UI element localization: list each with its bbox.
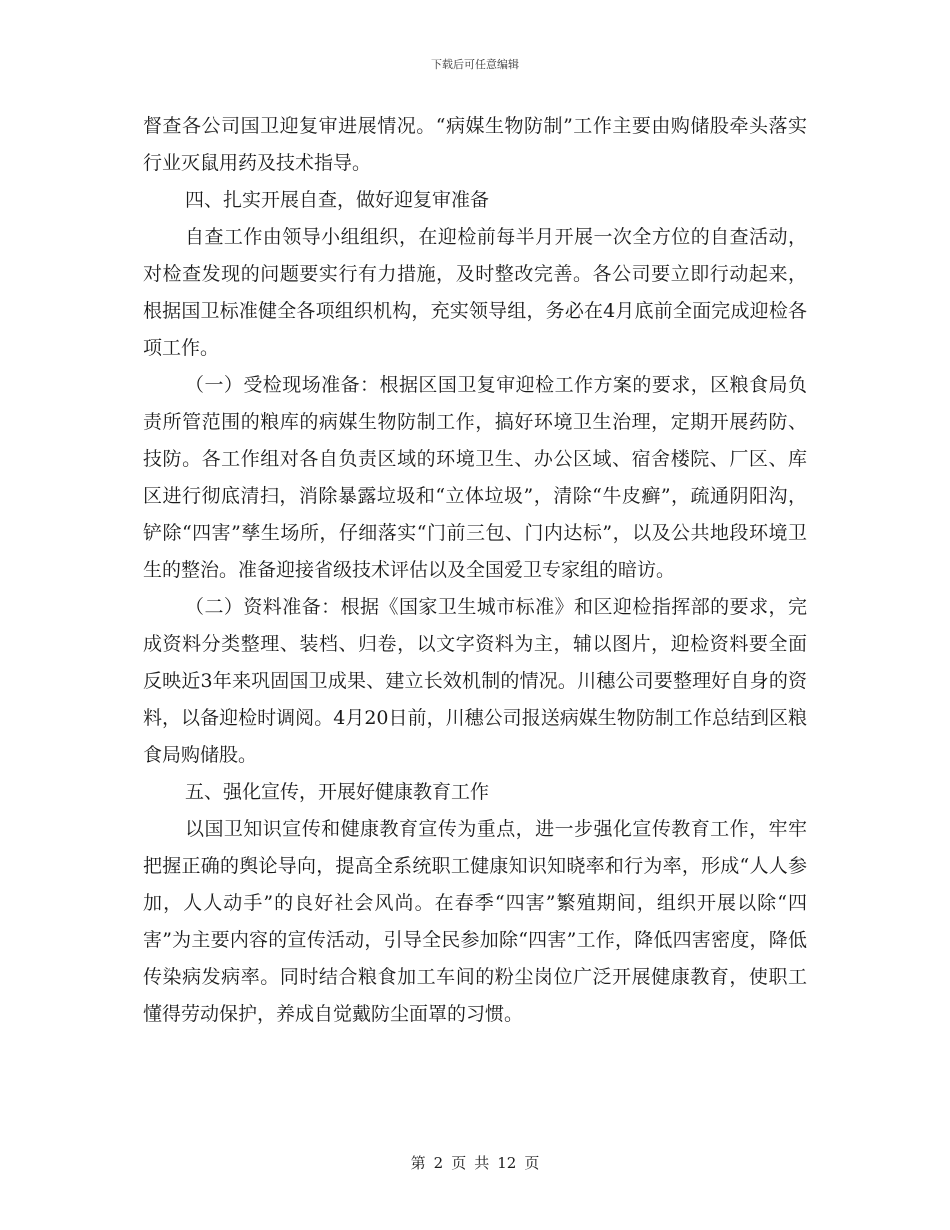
footer-total-word: 共 bbox=[474, 1154, 490, 1172]
section-heading-5: 五、强化宣传，开展好健康教育工作 bbox=[185, 781, 490, 803]
footer-page-word: 页 bbox=[451, 1154, 467, 1172]
footer-total-pages: 12 bbox=[497, 1154, 517, 1172]
page-header-note: 下载后可任意编辑 bbox=[431, 58, 519, 71]
footer-suffix: 页 bbox=[524, 1154, 540, 1172]
page-footer bbox=[0, 1152, 950, 1173]
paragraph-2: 自查工作由领导小组组织，在迎检前每半月开展一次全方位的自查活动，对检查发现的问题要实行有力措施，及时整改完善。各公司要立即行动起来，根据国卫标准健全各项组织机构，充实领导组，务必在4月底前全面完成迎检各项工作。 bbox=[143, 226, 807, 359]
section-heading-4: 四、扎实开展自查，做好迎复审准备 bbox=[185, 189, 490, 211]
paragraph-4: （二）资料准备：根据《国家卫生城市标准》和区迎检指挥部的要求，完成资料分类整理、装档、归卷，以文字资料为主，辅以图片，迎检资料要全面反映近3年来巩固国卫成果、建立长效机制的情况。川穗公司要整理好自身的资料，以备迎检时调阅。4月20日前，川穗公司报送病媒生物防制工作总结到区粮食局购储股。 bbox=[143, 596, 807, 766]
paragraph-3: （一）受检现场准备：根据区国卫复审迎检工作方案的要求，区粮食局负责所管范围的粮库的病媒生物防制工作，搞好环境卫生治理，定期开展药防、技防。各工作组对各自负责区域的环境卫生、办公区域、宿舍楼院、厂区、库区进行彻底清扫，消除暴露垃圾和“立体垃圾”，清除“牛皮癣”，疏通阴阳沟，铲除“四害”孳生场所，仔细落实“门前三包、门内达标”，以及公共地段环境卫生的整治。准备迎接省级技术评估以及全国爱卫专家组的暗访。 bbox=[143, 374, 807, 581]
paragraph-1: 督查各公司国卫迎复审进展情况。“病媒生物防制”工作主要由购储股牵头落实行业灭鼠用药及技术指导。 bbox=[143, 115, 807, 174]
footer-current-page: 2 bbox=[433, 1154, 444, 1172]
document-body bbox=[143, 108, 807, 1033]
footer-prefix: 第 bbox=[410, 1154, 426, 1172]
paragraph-5: 以国卫知识宣传和健康教育宣传为重点，进一步强化宣传教育工作，牢牢把握正确的舆论导向，提高全系统职工健康知识知晓率和行为率，形成“人人参加，人人动手”的良好社会风尚。在春季“四害”繁殖期间，组织开展以除“四害”为主要内容的宣传活动，引导全民参加除“四害”工作，降低四害密度，降低传染病发病率。同时结合粮食加工车间的粉尘岗位广泛开展健康教育，使职工懂得劳动保护，养成自觉戴防尘面罩的习惯。 bbox=[143, 818, 807, 1025]
